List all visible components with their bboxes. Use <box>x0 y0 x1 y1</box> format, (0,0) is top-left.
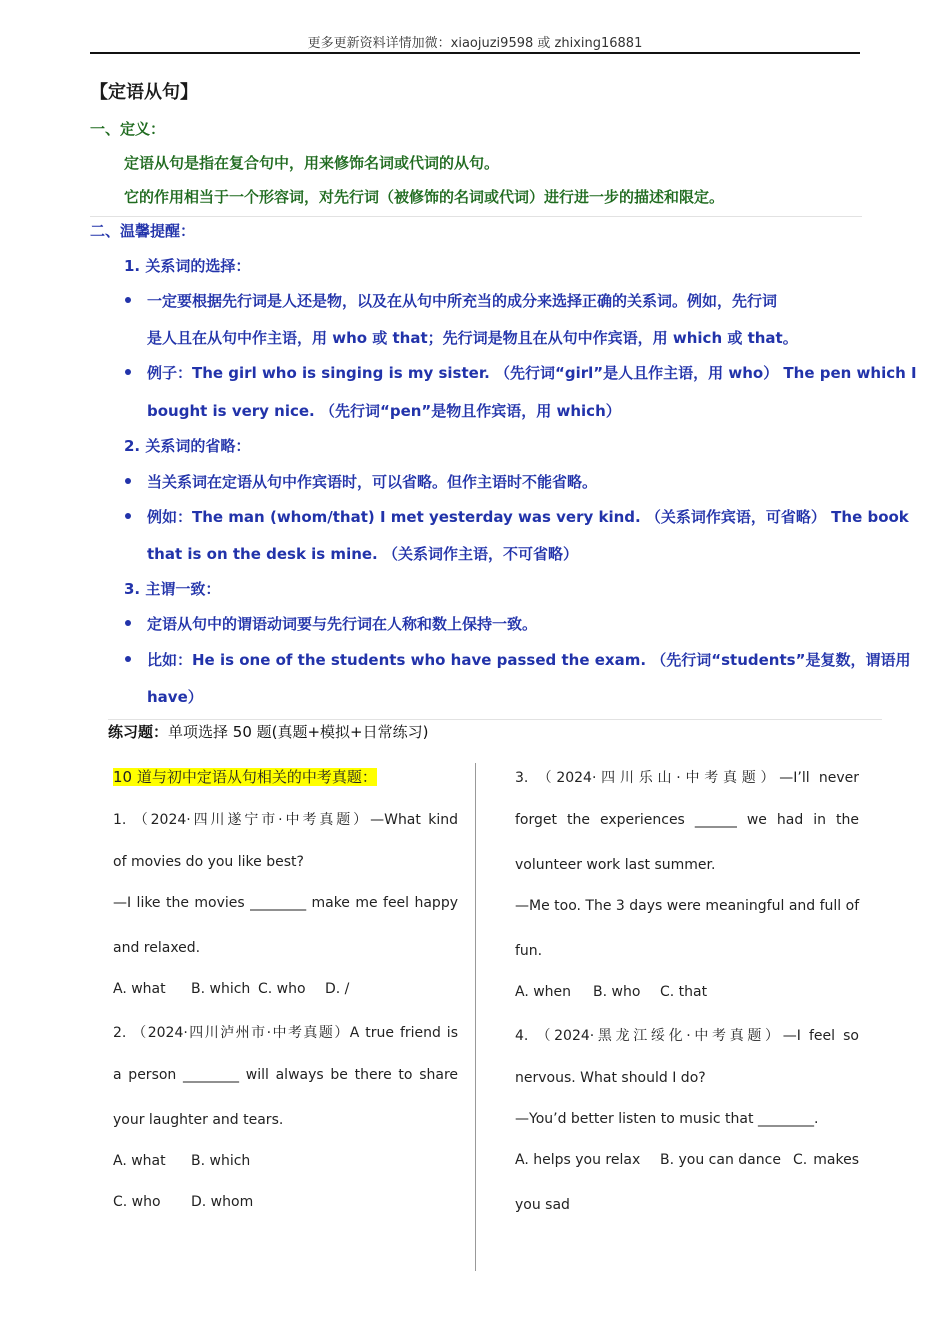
q2-line-1: 2. （2024·四川泸州市·中考真题）A true friend is <box>113 1025 458 1041</box>
definition-line-2: 它的作用相当于一个形容词，对先行词（被修饰的名词或代词）进行进一步的描述和限定。 <box>124 188 725 206</box>
q2-option-d: D. whom <box>191 1194 254 1210</box>
q3-line-1: 3. （2024·四川乐山·中考真题）—I’ll never <box>515 770 859 786</box>
tip-6-line-2: have） <box>147 688 203 706</box>
bullet-icon <box>125 620 131 626</box>
q1-line-1: 1. （2024·四川遂宁市·中考真题）—What kind <box>113 812 458 828</box>
q3-line-2: forget the experiences ______ we had in the <box>515 812 859 828</box>
q4-option-c: C. makes <box>793 1152 859 1168</box>
q1-option-a: A. what <box>113 981 166 997</box>
q1-option-d: D. / <box>325 981 350 997</box>
section1-heading: 一、定义： <box>90 120 166 138</box>
bullet-icon <box>125 369 131 375</box>
q4-option-a: A. helps you relax <box>515 1152 641 1168</box>
tip-3-line-1: 当关系词在定语从句中作宾语时，可以省略。但作主语时不能省略。 <box>147 473 598 491</box>
practice-description: 单项选择 50 题(真题+模拟+日常练习) <box>168 723 429 741</box>
highlighted-intro: 10 道与初中定语从句相关的中考真题： <box>113 768 377 786</box>
q3-option-a: A. when <box>515 984 572 1000</box>
q3-line-5: fun. <box>515 943 543 959</box>
q4-line-1: 4. （2024·黑龙江绥化·中考真题）—I feel so <box>515 1028 859 1044</box>
q4-line-3: —You’d better listen to music that ________. <box>515 1111 819 1127</box>
q2-line-3: your laughter and tears. <box>113 1112 284 1128</box>
bullet-icon <box>125 656 131 662</box>
q4-line-4: you sad <box>515 1197 570 1213</box>
q3-option-c: C. that <box>660 984 708 1000</box>
tip-2-line-2: bought is very nice. （先行词“pen”是物且作宾语，用 which） <box>147 402 621 420</box>
q1-line-4: and relaxed. <box>113 940 201 956</box>
q3-line-3: volunteer work last summer. <box>515 857 716 873</box>
q1-line-3: —I like the movies ________ make me feel happy <box>113 895 458 911</box>
tip-4-line-2: that is on the desk is mine. （关系词作主语，不可省略） <box>147 545 578 563</box>
exam-intro <box>113 766 377 787</box>
q3-option-b: B. who <box>593 984 641 1000</box>
practice-heading <box>108 721 428 742</box>
practice-label: 练习题： <box>108 723 169 741</box>
subheading-agreement: 3. 主谓一致： <box>124 580 221 598</box>
q1-line-2: of movies do you like best? <box>113 854 304 870</box>
page-title: 【定语从句】 <box>90 82 198 103</box>
column-divider <box>475 763 476 1271</box>
q2-line-2: a person ________ will always be there to share <box>113 1067 458 1083</box>
bullet-icon <box>125 513 131 519</box>
divider <box>108 719 882 720</box>
q2-option-c: C. who <box>113 1194 161 1210</box>
q1-option-b: B. which <box>191 981 251 997</box>
section2-heading: 二、温馨提醒： <box>90 222 196 240</box>
definition-line-1: 定语从句是指在复合句中，用来修饰名词或代词的从句。 <box>124 154 500 172</box>
q1-option-c: C. who <box>258 981 306 997</box>
divider <box>90 216 862 217</box>
q4-option-b: B. you can dance <box>660 1152 781 1168</box>
q3-line-4: —Me too. The 3 days were meaningful and full of <box>515 898 860 914</box>
tip-6-line-1: 比如：He is one of the students who have passed the exam. （先行词“students”是复数，谓语用 <box>147 651 911 669</box>
tip-1-line-1: 一定要根据先行词是人还是物，以及在从句中所充当的成分来选择正确的关系词。例如，先行词 <box>147 292 778 310</box>
subheading-omission: 2. 关系词的省略： <box>124 437 251 455</box>
tip-2-line-1: 例子：The girl who is singing is my sister. （先行词“girl”是人且作主语，用 who） The pen which I <box>147 364 917 382</box>
bullet-icon <box>125 297 131 303</box>
tip-4-line-1: 例如：The man (whom/that) I met yesterday was very kind. （关系词作宾语，可省略） The book <box>147 508 909 526</box>
subheading-relative-choice: 1. 关系词的选择： <box>124 257 251 275</box>
bullet-icon <box>125 478 131 484</box>
tip-5-line-1: 定语从句中的谓语动词要与先行词在人称和数上保持一致。 <box>147 615 538 633</box>
tip-1-line-2: 是人且在从句中作主语，用 who 或 that；先行词是物且在从句中作宾语，用 which 或 that。 <box>147 329 798 347</box>
q2-option-b: B. which <box>191 1153 251 1169</box>
page-header: 更多更新资料详情加微：xiaojuzi9598 或 zhixing16881 <box>90 32 860 54</box>
q4-line-2: nervous. What should I do? <box>515 1070 706 1086</box>
q2-option-a: A. what <box>113 1153 166 1169</box>
